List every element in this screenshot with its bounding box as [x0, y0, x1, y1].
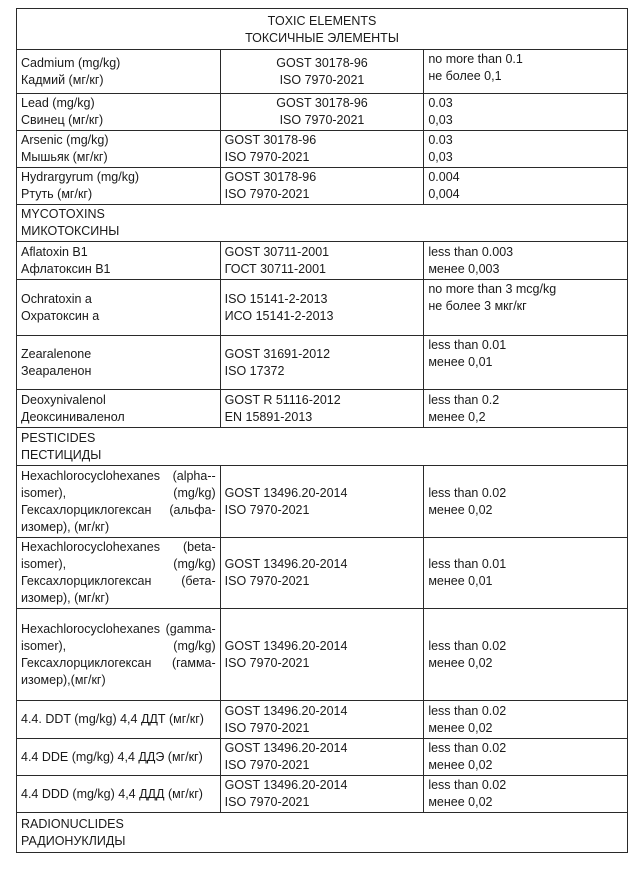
method-cell	[220, 466, 424, 538]
method-primary: GOST 30711-2001	[224, 244, 330, 259]
value-ru: менее 0,01	[428, 574, 493, 588]
method-primary: GOST R 51116-2012	[224, 392, 341, 407]
method-secondary: ИСО 15141-2-2013	[224, 308, 334, 323]
indicator-name-en: Lead (mg/kg)	[21, 96, 95, 110]
method-cell	[220, 776, 424, 813]
indicator-name-ru: Кадмий (мг/кг)	[21, 72, 104, 87]
section-title-en: RADIONUCLIDES	[21, 816, 124, 831]
specification-table	[16, 8, 628, 853]
section-title-ru: ПЕСТИЦИДЫ	[21, 447, 102, 462]
method-primary: GOST 30178-96	[276, 55, 368, 70]
value-en: less than 0.01	[428, 338, 507, 352]
method-secondary: ISO 17372	[224, 363, 285, 378]
indicator-name-en: Cadmium (mg/kg)	[21, 55, 121, 70]
value-cell	[424, 701, 628, 739]
section-title-ru: ТОКСИЧНЫЕ ЭЛЕМЕНТЫ	[245, 31, 399, 45]
method-secondary: EN 15891-2013	[224, 409, 313, 424]
section-header-cell	[17, 205, 628, 242]
method-secondary: ISO 7970-2021	[224, 758, 310, 772]
value-en: less than 0.02	[428, 741, 507, 755]
value-en: 0.03	[428, 133, 453, 147]
table-row	[17, 50, 628, 94]
indicator-name: 4.4. DDT (mg/kg) 4,4 ДДТ (мг/кг)	[21, 712, 204, 726]
section-title-en: TOXIC ELEMENTS	[267, 14, 377, 28]
method-secondary: ISO 7970-2021	[224, 655, 310, 670]
value-ru: не более 0,1	[428, 69, 502, 83]
value-ru: не более 3 мкг/кг	[428, 299, 527, 313]
table-row	[17, 609, 628, 701]
method-cell	[220, 131, 424, 168]
method-cell	[220, 701, 424, 739]
section-title-en: MYCOTOXINS	[21, 207, 105, 221]
method-primary: ISO 15141-2-2013	[224, 291, 328, 306]
value-cell	[424, 50, 628, 94]
value-cell	[424, 94, 628, 131]
value-en: less than 0.02	[428, 703, 507, 718]
indicator-name: 4.4 DDE (mg/kg) 4,4 ДДЭ (мг/кг)	[21, 749, 203, 764]
method-cell	[220, 336, 424, 390]
indicator-cell	[17, 390, 221, 428]
value-ru: 0,004	[428, 187, 460, 201]
method-secondary: ГОСТ 30711-2001	[224, 261, 326, 276]
method-primary: GOST 13496.20-2014	[224, 741, 348, 755]
value-ru: менее 0,02	[428, 655, 493, 670]
value-ru: 0,03	[428, 113, 453, 127]
indicator-cell	[17, 336, 221, 390]
indicator-name-ru: Деоксиниваленол	[21, 409, 125, 424]
indicator-name-en: Deoxynivalenol	[21, 392, 106, 407]
indicator-name: Hexachlorocyclohexanes (beta-isomer), (mg/kg) Гексахлорциклогексан (бета-изомер), (мг/кг)	[21, 540, 216, 605]
value-ru: менее 0,02	[428, 795, 493, 809]
section-header-mycotoxins	[17, 205, 628, 242]
value-cell	[424, 776, 628, 813]
table-row	[17, 466, 628, 538]
method-secondary: ISO 7970-2021	[224, 795, 310, 809]
indicator-name: Hexachlorocyclohexanes (alpha--isomer), (mg/kg) Гексахлорциклогексан (альфа-изомер), (мг/кг)	[21, 468, 216, 534]
table-row	[17, 242, 628, 280]
value-ru: менее 0,2	[428, 409, 486, 424]
value-ru: менее 0,01	[428, 355, 493, 369]
method-primary: GOST 13496.20-2014	[224, 703, 348, 718]
value-cell	[424, 131, 628, 168]
method-cell	[220, 94, 424, 131]
indicator-name-en: Zearalenone	[21, 346, 92, 361]
method-primary: GOST 13496.20-2014	[224, 638, 348, 653]
value-cell	[424, 390, 628, 428]
section-header-radionuclides	[17, 813, 628, 853]
indicator-name-ru: Мышьяк (мг/кг)	[21, 150, 108, 164]
indicator-cell	[17, 776, 221, 813]
method-cell	[220, 168, 424, 205]
indicator-name-ru: Зеараленон	[21, 363, 92, 378]
table-row	[17, 94, 628, 131]
indicator-name-en: Ochratoxin a	[21, 291, 92, 306]
value-cell	[424, 466, 628, 538]
value-en: less than 0.01	[428, 557, 507, 571]
method-secondary: ISO 7970-2021	[224, 187, 310, 201]
indicator-cell	[17, 131, 221, 168]
indicator-cell	[17, 466, 221, 538]
method-cell	[220, 609, 424, 701]
method-primary: GOST 30178-96	[224, 170, 317, 184]
value-ru: менее 0,02	[428, 502, 493, 517]
indicator-cell	[17, 94, 221, 131]
method-secondary: ISO 7970-2021	[279, 72, 365, 87]
value-en: 0.03	[428, 96, 453, 110]
indicator-name-ru: Свинец (мг/кг)	[21, 113, 104, 127]
value-en: less than 0.02	[428, 638, 507, 653]
method-primary: GOST 30178-96	[276, 96, 368, 110]
value-cell	[424, 280, 628, 336]
value-en: no more than 0.1	[428, 52, 523, 66]
method-cell	[220, 280, 424, 336]
section-header-pesticides	[17, 428, 628, 466]
method-primary: GOST 31691-2012	[224, 346, 331, 361]
value-cell	[424, 538, 628, 609]
section-header-cell	[17, 813, 628, 853]
section-header-cell	[17, 9, 628, 50]
indicator-name-ru: Афлатоксин B1	[21, 261, 111, 276]
section-title-en: PESTICIDES	[21, 430, 96, 445]
indicator-cell	[17, 242, 221, 280]
table-row	[17, 776, 628, 813]
method-cell	[220, 390, 424, 428]
indicator-name-ru: Охратоксин а	[21, 308, 100, 323]
value-cell	[424, 336, 628, 390]
indicator-name: Hexachlorocyclohexanes (gamma-isomer), (mg/kg) Гексахлорциклогексан (гамма-изомер),(мг/кг)	[21, 621, 216, 687]
specification-document	[16, 8, 628, 853]
method-secondary: ISO 7970-2021	[279, 113, 365, 127]
indicator-cell	[17, 168, 221, 205]
table-row	[17, 131, 628, 168]
method-primary: GOST 30178-96	[224, 133, 317, 147]
indicator-name-ru: Ртуть (мг/кг)	[21, 187, 93, 201]
indicator-name-en: Aflatoxin B1	[21, 244, 88, 259]
method-cell	[220, 242, 424, 280]
method-secondary: ISO 7970-2021	[224, 150, 310, 164]
method-cell	[220, 50, 424, 94]
section-header-toxic-elements	[17, 9, 628, 50]
table-row	[17, 390, 628, 428]
table-row	[17, 701, 628, 739]
indicator-cell	[17, 739, 221, 776]
method-cell	[220, 739, 424, 776]
value-cell	[424, 168, 628, 205]
indicator-cell	[17, 538, 221, 609]
value-ru: менее 0,003	[428, 261, 500, 276]
value-en: less than 0.2	[428, 392, 500, 407]
value-ru: менее 0,02	[428, 720, 493, 735]
table-row	[17, 280, 628, 336]
indicator-cell	[17, 50, 221, 94]
method-primary: GOST 13496.20-2014	[224, 778, 348, 792]
value-ru: 0,03	[428, 150, 453, 164]
value-cell	[424, 609, 628, 701]
value-en: 0.004	[428, 170, 460, 184]
section-title-ru: МИКОТОКСИНЫ	[21, 224, 120, 238]
table-row	[17, 739, 628, 776]
method-cell	[220, 538, 424, 609]
table-row	[17, 168, 628, 205]
value-en: less than 0.003	[428, 244, 514, 259]
method-secondary: ISO 7970-2021	[224, 574, 310, 588]
section-title-ru: РАДИОНУКЛИДЫ	[21, 833, 126, 848]
value-en: less than 0.02	[428, 778, 507, 792]
method-primary: GOST 13496.20-2014	[224, 557, 348, 571]
table-row	[17, 336, 628, 390]
method-secondary: ISO 7970-2021	[224, 502, 310, 517]
method-secondary: ISO 7970-2021	[224, 720, 310, 735]
indicator-name-en: Arsenic (mg/kg)	[21, 133, 109, 147]
indicator-name: 4.4 DDD (mg/kg) 4,4 ДДД (мг/кг)	[21, 786, 203, 801]
value-en: no more than 3 mcg/kg	[428, 282, 557, 296]
value-ru: менее 0,02	[428, 758, 493, 772]
section-header-cell	[17, 428, 628, 466]
value-en: less than 0.02	[428, 485, 507, 500]
indicator-name-en: Hydrargyrum (mg/kg)	[21, 170, 140, 184]
indicator-cell	[17, 280, 221, 336]
table-row	[17, 538, 628, 609]
indicator-cell	[17, 609, 221, 701]
value-cell	[424, 242, 628, 280]
value-cell	[424, 739, 628, 776]
indicator-cell	[17, 701, 221, 739]
method-primary: GOST 13496.20-2014	[224, 485, 348, 500]
